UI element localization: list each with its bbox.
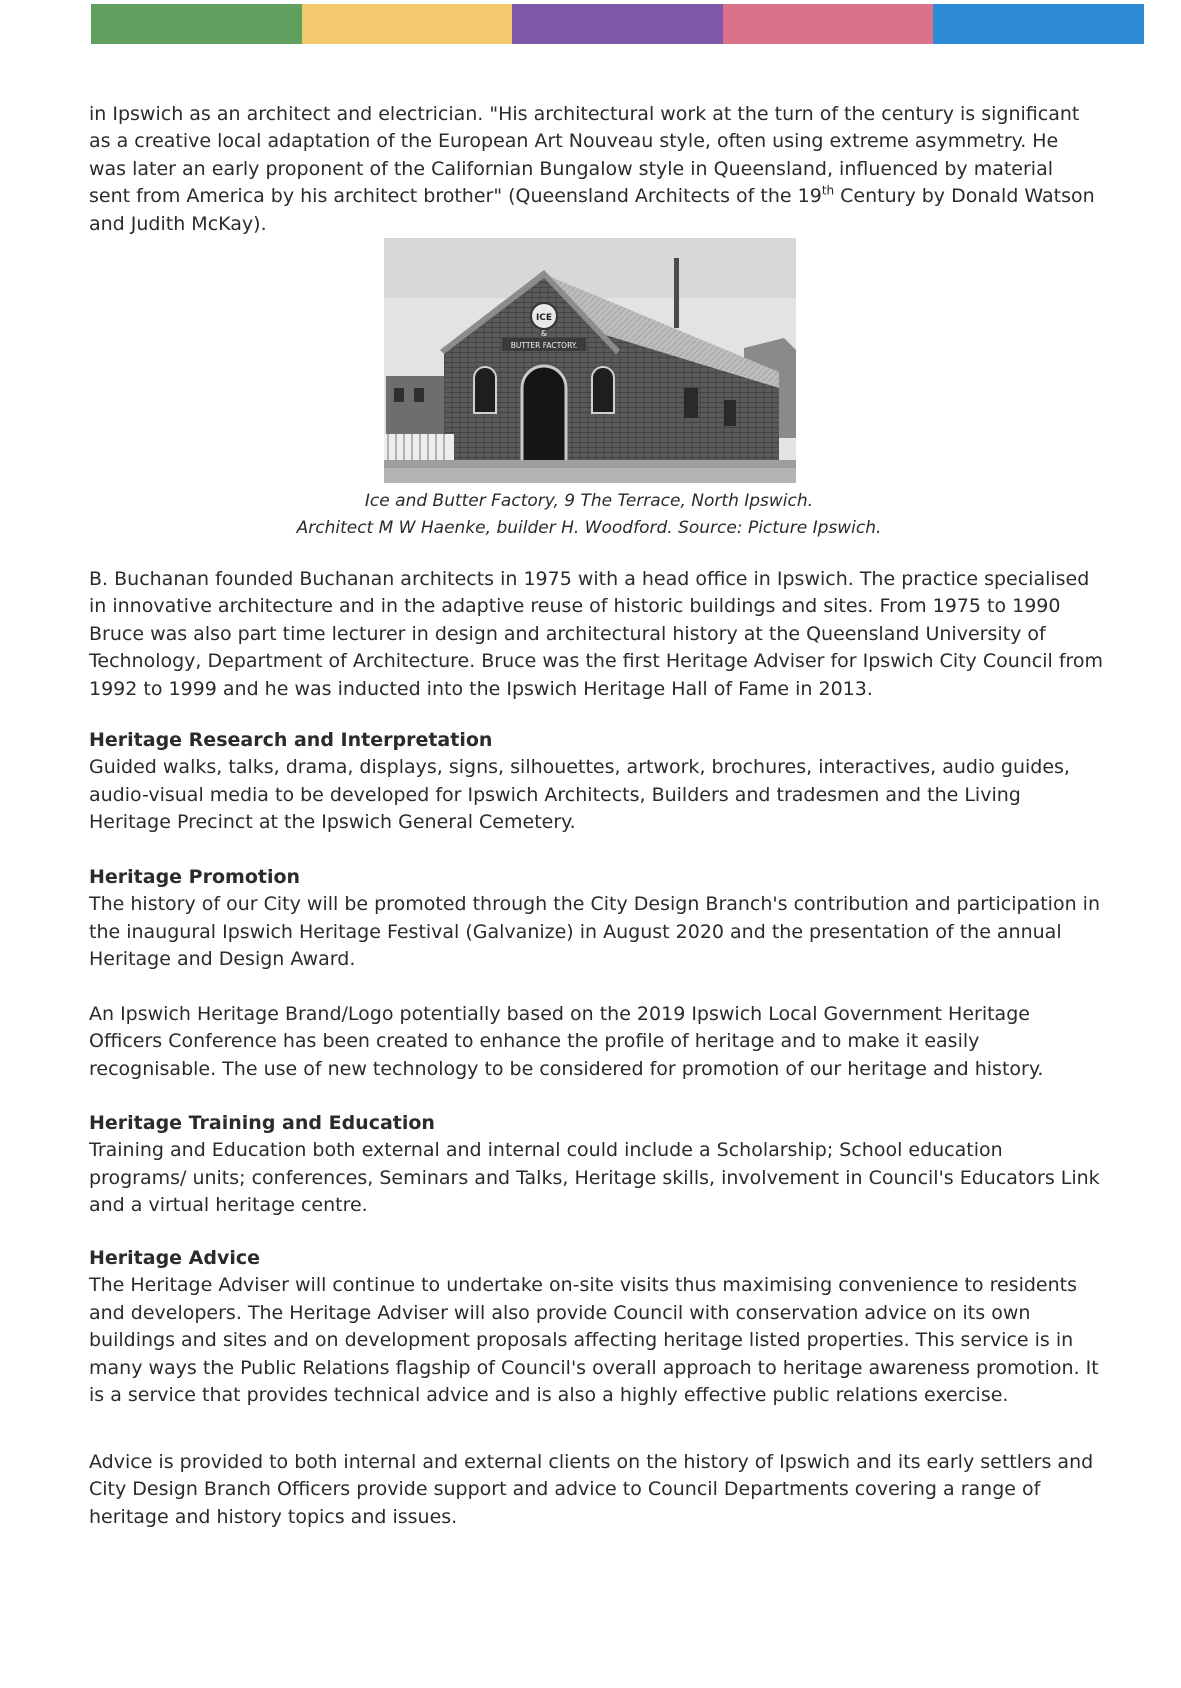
caption-line-2: Architect M W Haenke, builder H. Woodford. Source: Picture Ipswich. <box>296 518 882 538</box>
buchanan-text: B. Buchanan founded Buchanan architects in 1975 with a head office in Ipswich. The practice specialised in innovative architecture and in the adaptive reuse of historic buildings and sites. From 1975 to 1990 Bruce was also part time lecturer in design and architectural history at the Queensland University of Technology, Department of Architecture. Bruce was the first Heritage Adviser for Ipswich City Council from 1992 to 1999 and he was inducted into the Ipswich Heritage Hall of Fame in 2013. <box>89 568 1104 700</box>
intro-paragraph <box>89 101 1099 238</box>
color-bar-blue <box>933 4 1144 44</box>
section-body-research: Guided walks, talks, drama, displays, signs, silhouettes, artwork, brochures, interactives, audio guides, audio-visual media to be developed for Ipswich Architects, Builders and tradesmen and the Living Heritage Precinct at the Ipswich General Cemetery. <box>89 756 1070 834</box>
sign-amp-text: & <box>540 329 548 338</box>
sign-ice-text: ICE <box>535 313 553 323</box>
section-body-advice-2: Advice is provided to both internal and external clients on the history of Ipswich and its early settlers and City Design Branch Officers provide support and advice to Council Departments covering a range of heritage and history topics and issues. <box>89 1451 1094 1528</box>
color-bar-green <box>91 4 302 44</box>
section-body-training: Training and Education both external and internal could include a Scholarship; School education programs/ units; conferences, Seminars and Talks, Heritage skills, involvement in Council's Educators Link and a virtual heritage centre. <box>89 1139 1100 1217</box>
caption-line-1: Ice and Butter Factory, 9 The Terrace, North Ipswich. <box>364 491 814 511</box>
butter-factory-photo <box>384 238 796 483</box>
section-body-promotion-2: An Ipswich Heritage Brand/Logo potentially based on the 2019 Ipswich Local Government Heritage Officers Conference has been created to enhance the profile of heritage and to make it easily recognisable. The use of new technology to be considered for promotion of our heritage and history. <box>89 1003 1044 1080</box>
section-heading-training: Heritage Training and Education <box>89 1112 435 1134</box>
intro-text-1: in Ipswich as an architect and electrician. "His architectural work at the turn of the century is significant as a creative local adaptation of the European Art Nouveau style, often using extreme asymmetry. He was later an early proponent of the Californian Bungalow style in Queensland, influenced by material sent from America by his architect brother" (Queensland Architects of the 19 <box>89 103 1080 208</box>
color-bar-purple <box>512 4 723 44</box>
section-training <box>89 1110 1104 1220</box>
color-bar-pink <box>723 4 934 44</box>
sign-butter-factory-text: BUTTER FACTORY. <box>510 341 578 350</box>
section-advice <box>89 1245 1104 1409</box>
section-advice-clients <box>89 1449 1104 1531</box>
section-body-promotion: The history of our City will be promoted through the City Design Branch's contribution and participation in the inaugural Ipswich Heritage Festival (Galvanize) in August 2020 and the presentation of the annual Heritage and Design Award. <box>89 893 1100 971</box>
color-bar-yellow <box>302 4 513 44</box>
section-heading-research: Heritage Research and Interpretation <box>89 729 493 751</box>
section-promotion <box>89 864 1104 974</box>
photo-caption <box>189 488 989 542</box>
section-heading-promotion: Heritage Promotion <box>89 866 301 888</box>
intro-text-2: Century by Donald Watson and Judith McKay). <box>89 185 1095 235</box>
header-color-bar <box>91 4 1144 44</box>
section-heading-advice: Heritage Advice <box>89 1247 261 1269</box>
section-promotion-logo <box>89 1001 1104 1083</box>
section-research <box>89 727 1104 837</box>
intro-superscript: th <box>821 183 835 198</box>
buchanan-paragraph <box>89 566 1104 703</box>
section-body-advice: The Heritage Adviser will continue to undertake on-site visits thus maximising convenience to residents and developers. The Heritage Adviser will also provide Council with conservation advice on its own buildings and sites and on development proposals affecting heritage listed properties. This service is in many ways the Public Relations flagship of Council's overall approach to heritage awareness promotion. It is a service that provides technical advice and is also a highly effective public relations exercise. <box>89 1274 1099 1407</box>
